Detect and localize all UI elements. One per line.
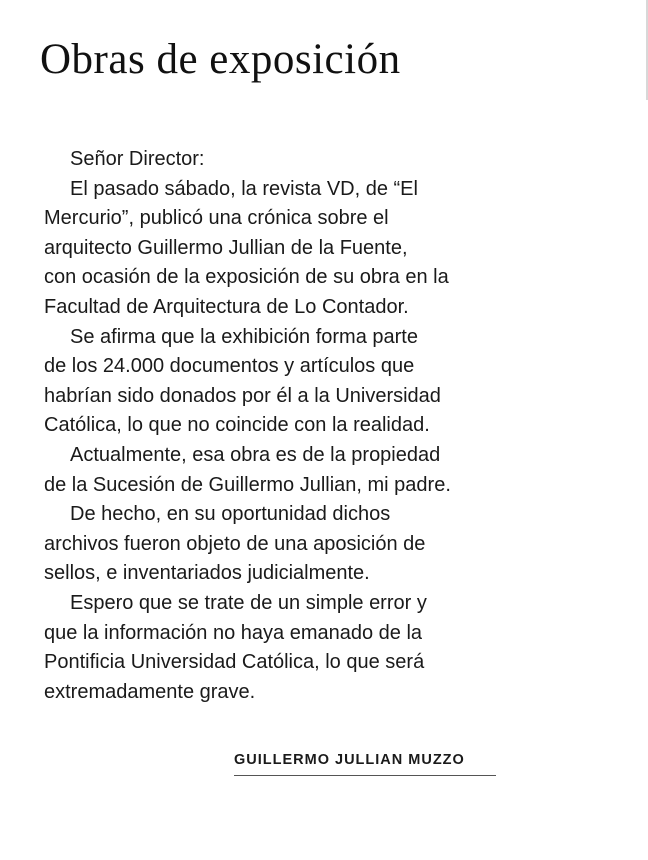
letter-line: arquitecto Guillermo Jullian de la Fuente, <box>44 236 408 259</box>
signature-underline <box>234 775 496 776</box>
letter-line: El pasado sábado, la revista VD, de “El <box>70 177 418 200</box>
letter-line: Mercurio”, publicó una crónica sobre el <box>44 207 389 230</box>
letter-line: habrían sido donados por él a la Universidad <box>44 384 441 407</box>
letter-line: Señor Director: <box>70 148 205 170</box>
letter-line: de la Sucesión de Guillermo Jullian, mi padre. <box>44 473 451 496</box>
letter-line: que la información no haya emanado de la <box>44 621 423 644</box>
letter-line: Facultad de Arquitectura de Lo Contador. <box>44 295 409 318</box>
letter-line: Se afirma que la exhibición forma parte <box>70 325 418 348</box>
letter-line: Católica, lo que no coincide con la realidad. <box>44 414 430 437</box>
letter-line: Pontificia Universidad Católica, lo que será <box>44 651 425 674</box>
letter-line: con ocasión de la exposición de su obra en la <box>44 266 449 289</box>
letter-line: de los 24.000 documentos y artículos que <box>44 355 415 378</box>
letter-line: sellos, e inventariados judicialmente. <box>44 562 370 585</box>
letter-line: De hecho, en su oportunidad dichos <box>70 503 391 526</box>
letter-line: Actualmente, esa obra es de la propiedad <box>70 443 441 466</box>
signature: GUILLERMO JULLIAN MUZZO <box>234 752 465 768</box>
letter-line: extremadamente grave. <box>44 680 256 703</box>
headline: Obras de exposición <box>40 36 401 83</box>
letter-body <box>44 145 514 707</box>
letter-line: Espero que se trate de un simple error y <box>70 591 427 614</box>
letter-line: archivos fueron objeto de una aposición de <box>44 532 426 555</box>
